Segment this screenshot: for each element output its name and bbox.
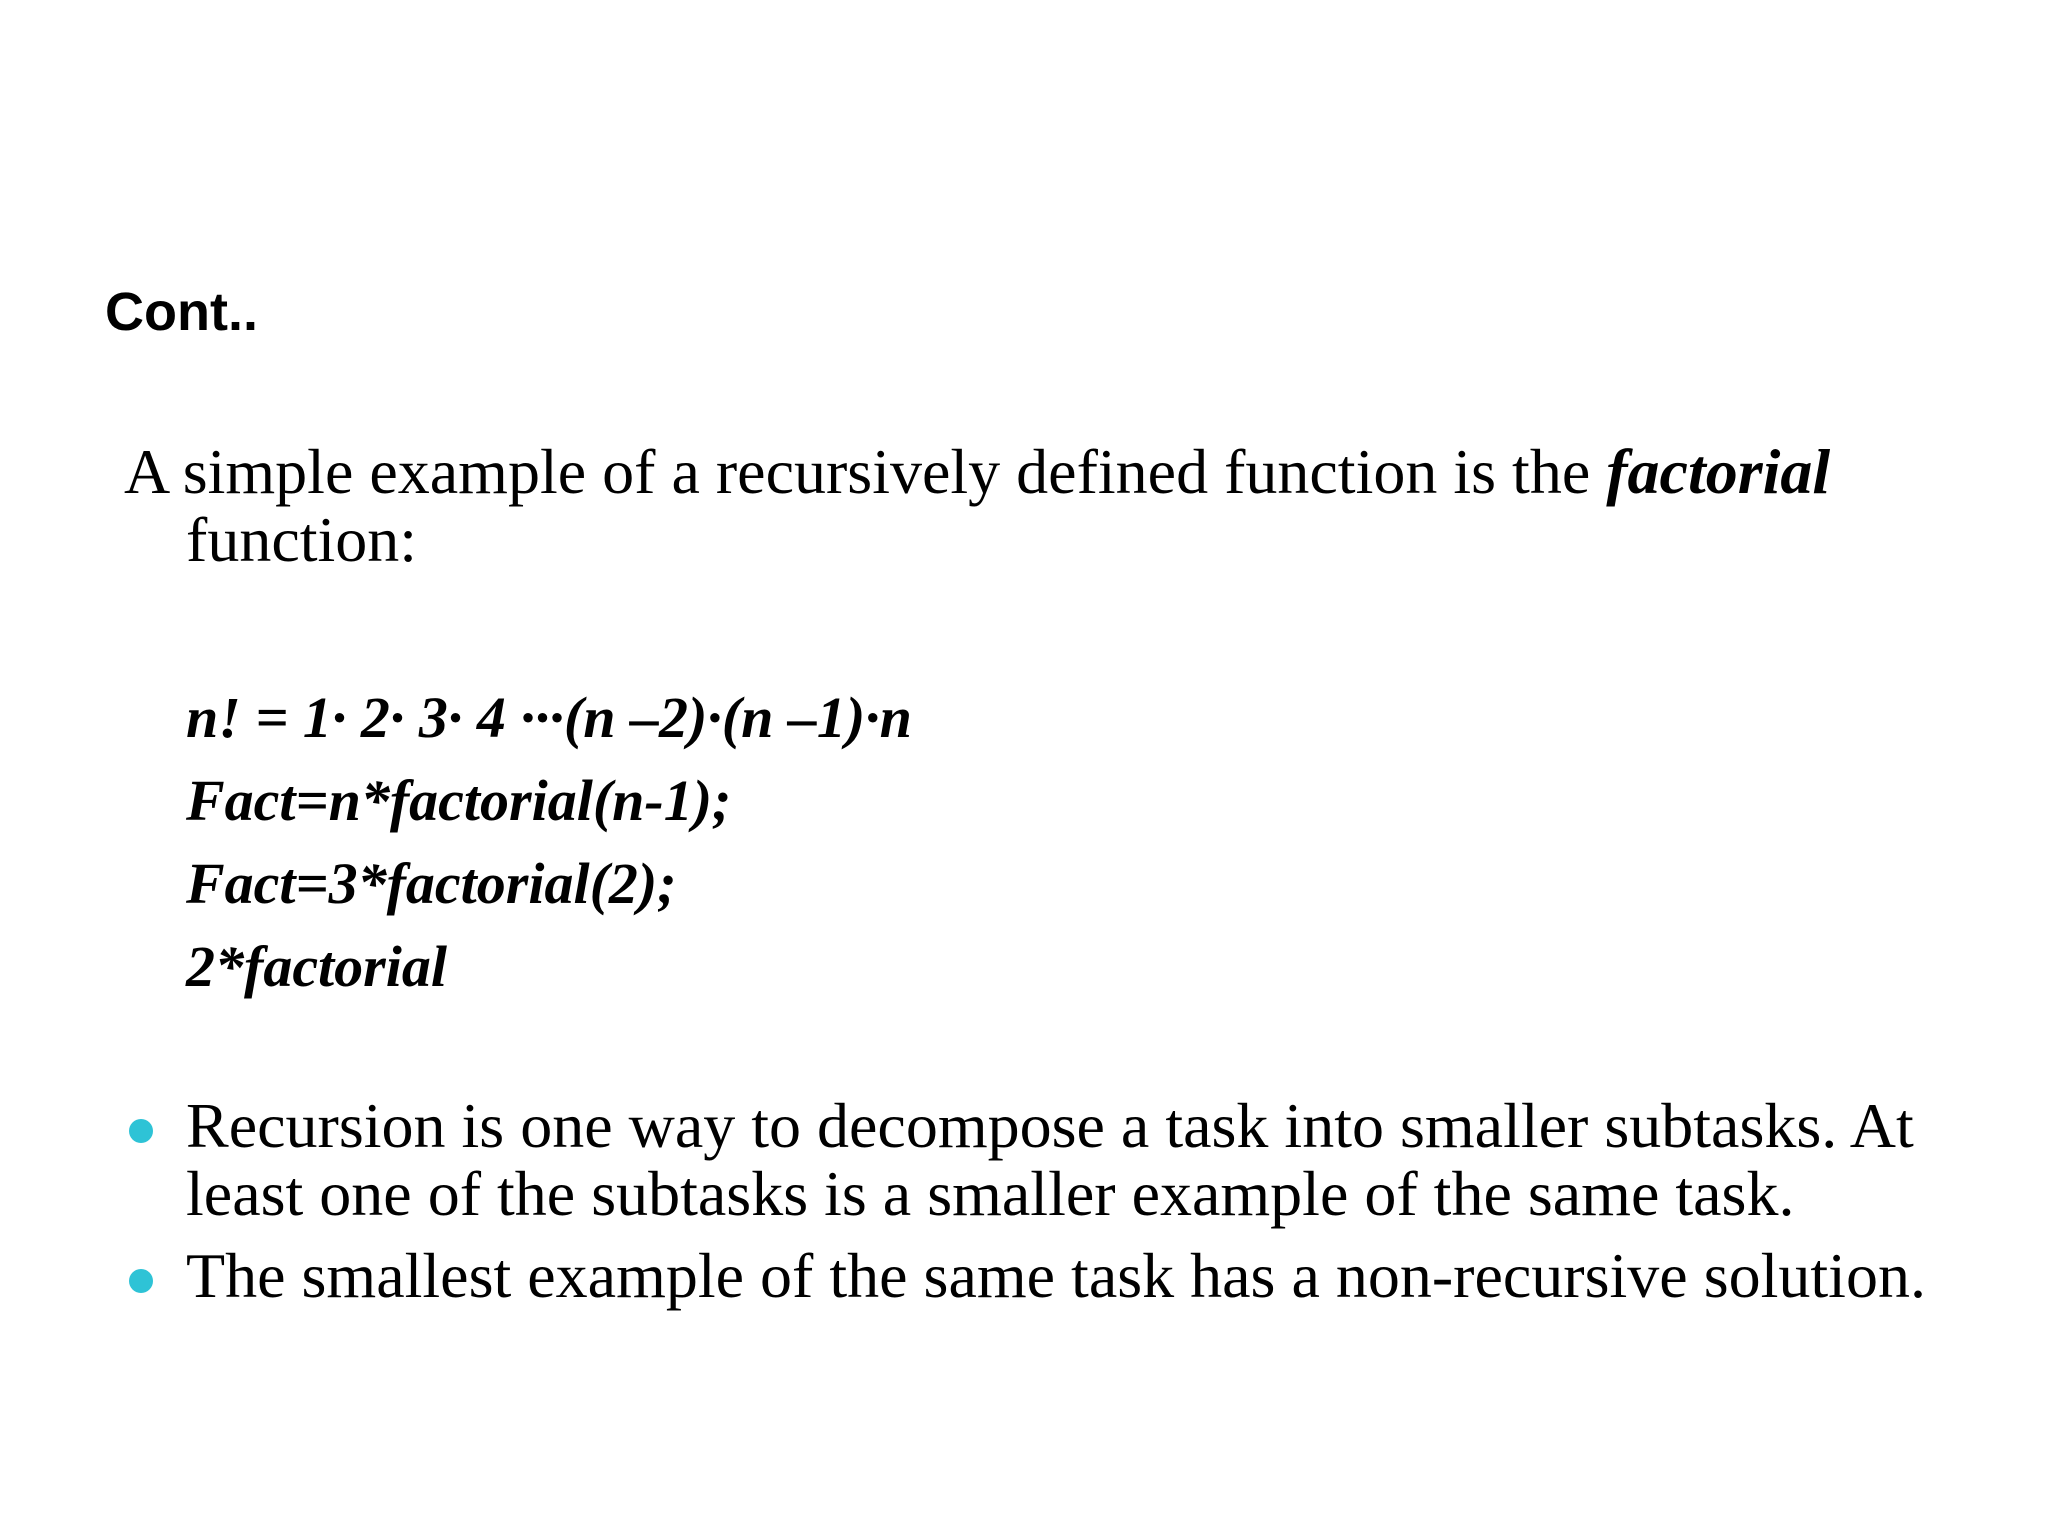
- formula-block: [186, 676, 912, 1008]
- bullet-text: Recursion is one way to decompose a task into smaller subtasks. At least one of the subtasks is a smaller example of the same task.: [186, 1090, 1914, 1229]
- bullet-dot-icon: [129, 1119, 153, 1143]
- intro-text-before: A simple example of a recursively defined function is the: [124, 436, 1607, 507]
- intro-text-after: function:: [186, 504, 418, 575]
- intro-paragraph: [124, 438, 2016, 574]
- formula-line-example-call: Fact=3*factorial(2);: [186, 851, 677, 916]
- bullet-list: [124, 1092, 1954, 1324]
- formula-line-factorial-definition: n! = 1· 2· 3· 4 ···(n –2)·(n –1)·n: [186, 685, 912, 750]
- formula-line-recursive-call: Fact=n*factorial(n-1);: [186, 768, 732, 833]
- intro-emphasis: factorial: [1606, 436, 1831, 507]
- bullet-item: [124, 1242, 1954, 1310]
- bullet-text: The smallest example of the same task has a non-recursive solution.: [186, 1240, 1926, 1311]
- bullet-item: [124, 1092, 1954, 1228]
- bullet-dot-icon: [129, 1269, 153, 1293]
- slide-title: Cont..: [105, 282, 258, 342]
- formula-line-partial-call: 2*factorial: [186, 934, 447, 999]
